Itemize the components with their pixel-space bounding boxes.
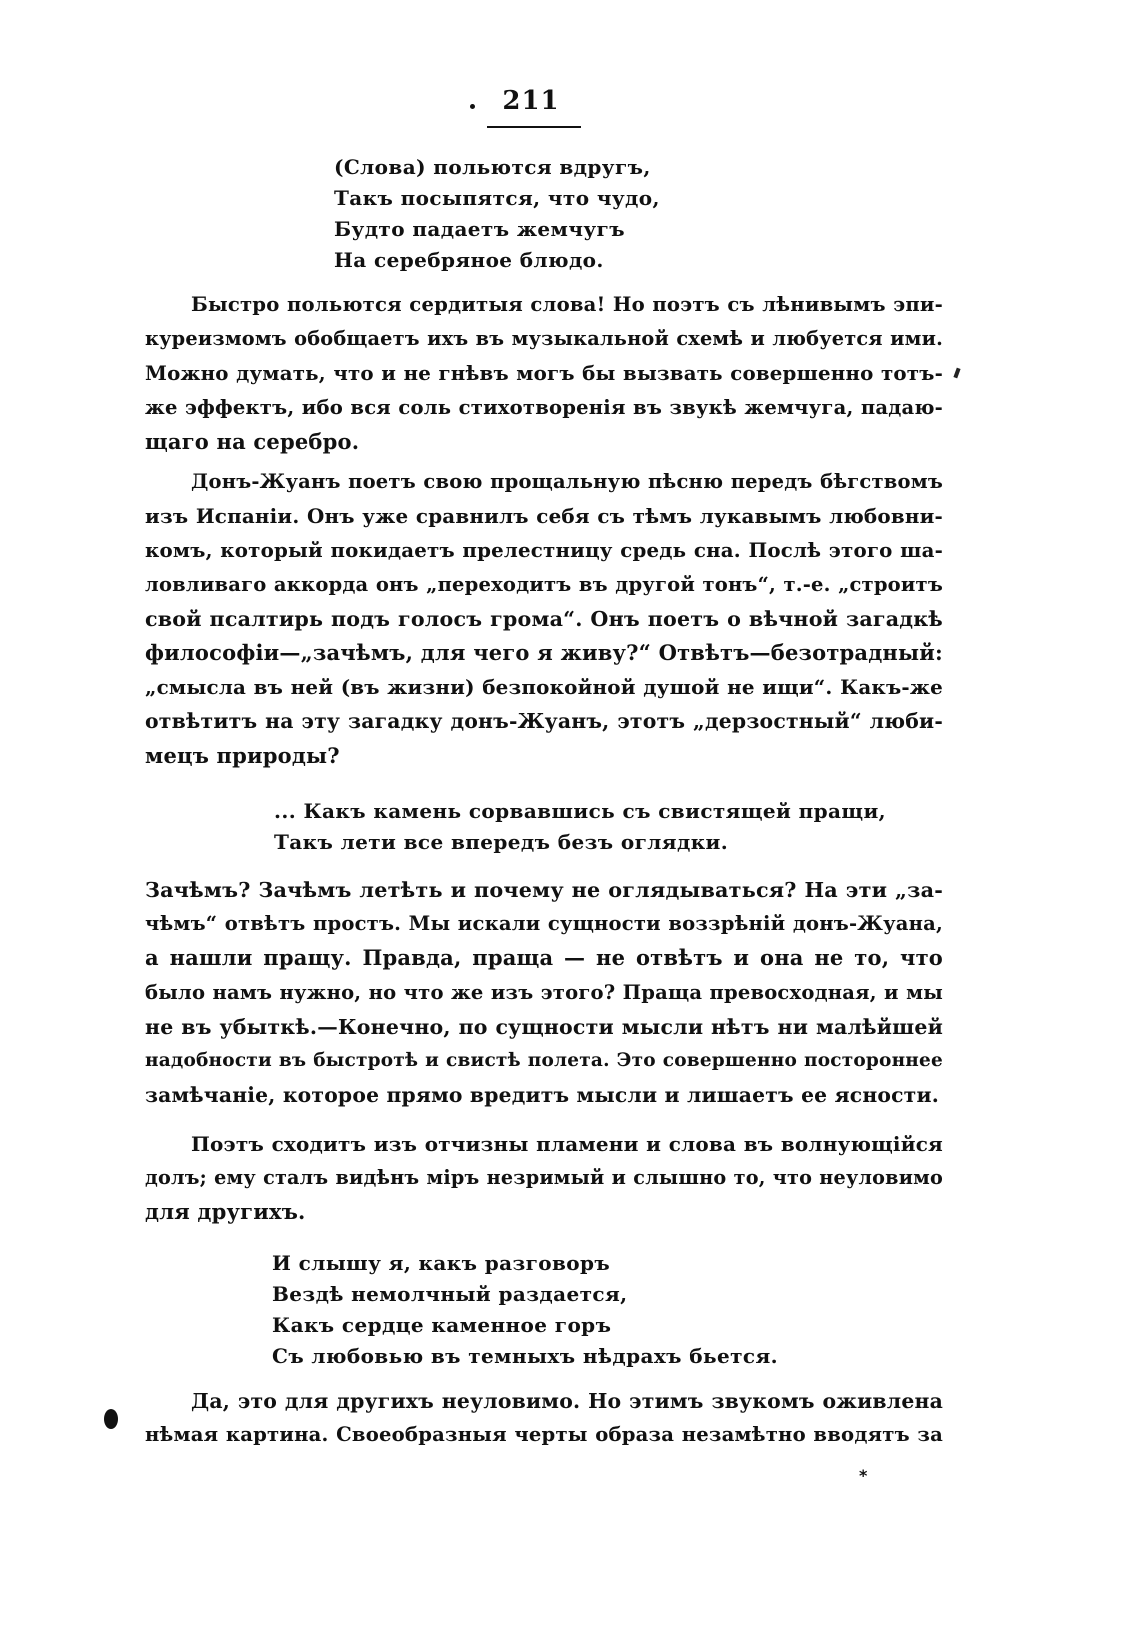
text-line: отвѣтитъ на эту загадку донъ-Жуанъ, этотъ „дерзостный“ люби-	[145, 709, 943, 734]
margin-tick-mark	[953, 368, 960, 379]
paragraph-1	[145, 288, 943, 459]
text-line: не въ убыткѣ.—Конечно, по сущности мысли нѣтъ ни малѣйшей	[145, 1014, 943, 1039]
verse-line: Такъ лети все впередъ безъ оглядки.	[274, 830, 729, 854]
text-line: Можно думать, что и не гнѣвъ могъ бы вызвать совершенно тотъ-	[145, 361, 943, 386]
text-line: философіи—„зачѣмъ, для чего я живу?“ Отвѣтъ—безотрадный:	[145, 640, 943, 666]
verse-line: И слышу я, какъ разговоръ	[272, 1251, 611, 1275]
verse-line: Такъ посыпятся, что чудо,	[334, 186, 660, 210]
text-line: щаго на серебро.	[145, 428, 360, 454]
text-line: для другихъ.	[145, 1199, 306, 1225]
verse-line: Какъ сердце каменное горъ	[272, 1313, 612, 1337]
text-line: было намъ нужно, но что же изъ этого? Праща превосходная, и мы	[145, 980, 943, 1004]
text-line: Донъ-Жуанъ поетъ свою прощальную пѣсню передъ бѣгствомъ	[191, 470, 943, 493]
text-line: свой псалтирь подъ голосъ грома“. Онъ поетъ о вѣчной загадкѣ	[145, 606, 943, 631]
verse-line: На серебряное блюдо.	[334, 248, 604, 272]
text-line: Да, это для другихъ неуловимо. Но этимъ звукомъ оживлена	[191, 1389, 943, 1413]
text-line: замѣчаніе, которое прямо вредитъ мысли и лишаетъ ее ясности.	[145, 1083, 939, 1108]
verse-line: Вездѣ немолчный раздается,	[272, 1282, 628, 1306]
verse-stanza-3	[272, 1248, 778, 1372]
verse-line: Съ любовью въ темныхъ нѣдрахъ бьется.	[272, 1344, 779, 1368]
paragraph-5	[145, 1384, 943, 1452]
text-line: изъ Испаніи. Онъ уже сравнилъ себя съ тѣмъ лукавымъ любовни-	[145, 504, 943, 529]
text-line: мецъ природы?	[145, 742, 340, 768]
text-line: Зачѣмъ? Зачѣмъ летѣть и почему не оглядываться? На эти „за-	[145, 878, 943, 902]
ink-blot	[104, 1409, 118, 1429]
paragraph-2	[145, 465, 943, 773]
text-line: Поэтъ сходитъ изъ отчизны пламени и слова въ волнующійся	[191, 1132, 943, 1156]
verse-stanza-1	[334, 152, 660, 276]
verse-line: Будто падаетъ жемчугъ	[334, 217, 625, 241]
text-line: а нашли пращу. Правда, праща — не отвѣтъ и она не то, что	[145, 945, 943, 971]
text-line: долъ; ему сталъ видѣнъ міръ незримый и слышно то, что неуловимо	[145, 1166, 943, 1190]
text-line: ловливаго аккорда онъ „переходитъ въ другой тонъ“, т.-е. „строитъ	[145, 572, 943, 596]
text-line: „смысла въ ней (въ жизни) безпокойной душой не ищи“. Какъ-же	[145, 675, 943, 700]
text-line: нѣмая картина. Своеобразныя черты образа незамѣтно вводятъ за	[145, 1423, 943, 1447]
page-number: 211	[502, 86, 560, 116]
text-line: куреизмомъ обобщаетъ ихъ въ музыкальной схемѣ и любуется ими.	[145, 327, 943, 351]
text-line: комъ, который покидаетъ прелестницу средь сна. Послѣ этого ша-	[145, 538, 943, 563]
text-line: чѣмъ“ отвѣтъ простъ. Мы искали сущности воззрѣній донъ-Жуана,	[145, 912, 943, 936]
text-line: надобности въ быстротѣ и свистѣ полета. Это совершенно постороннее	[145, 1050, 943, 1072]
stray-mark: *	[859, 1466, 868, 1485]
text-line: же эффектъ, ибо вся соль стихотворенія въ звукѣ жемчуга, падаю-	[145, 395, 943, 419]
paragraph-4	[145, 1127, 943, 1230]
text-line: Быстро польются сердитыя слова! Но поэтъ съ лѣнивымъ эпи-	[191, 293, 943, 316]
print-dot	[470, 104, 475, 109]
verse-line: (Слова) польются вдругъ,	[334, 155, 651, 179]
verse-line: ... Какъ камень сорвавшись съ свистящей пращи,	[274, 799, 887, 823]
verse-stanza-2	[274, 796, 886, 858]
paragraph-3	[145, 873, 943, 1112]
page-number-rule	[487, 126, 581, 128]
